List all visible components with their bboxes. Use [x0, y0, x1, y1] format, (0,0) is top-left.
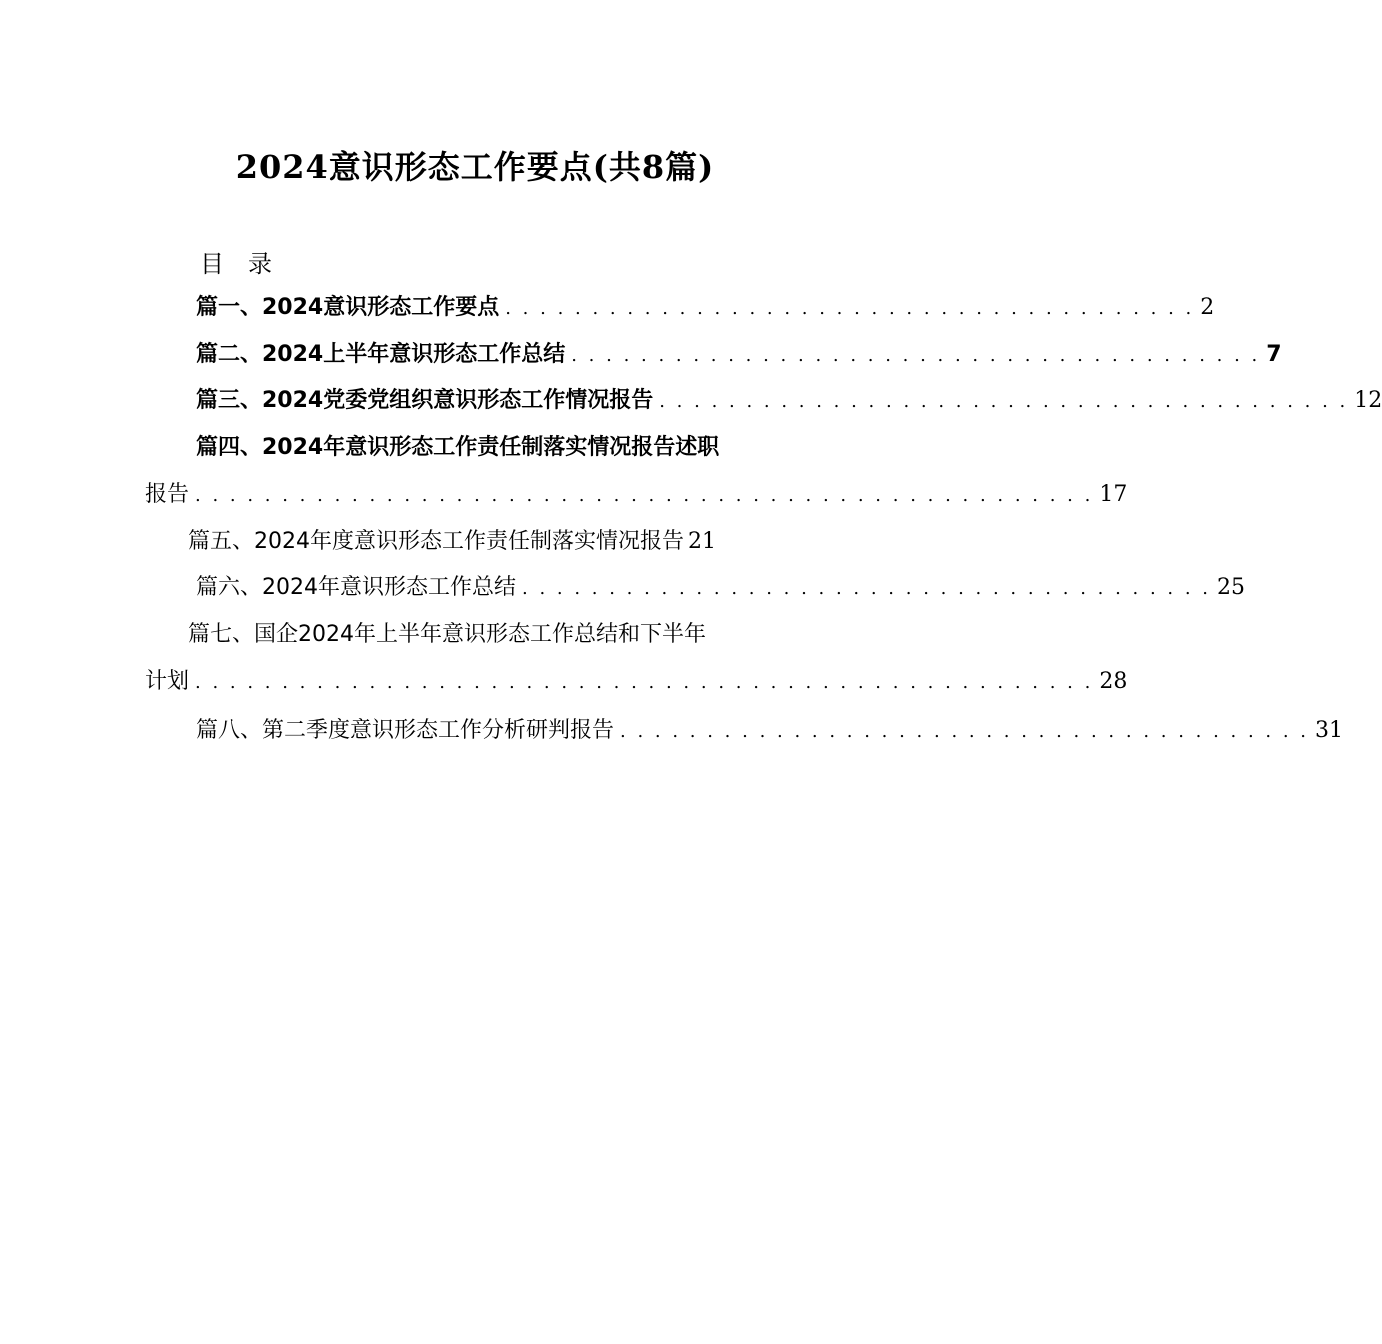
toc-entry-2[interactable] — [196, 340, 1282, 370]
toc-page-number: 31 — [1315, 718, 1344, 743]
toc-entry-5[interactable] — [188, 527, 808, 557]
toc-entry-7[interactable] — [145, 667, 1128, 697]
toc-entry-3[interactable] — [196, 386, 1382, 416]
toc-page-number: 7 — [1266, 342, 1282, 367]
toc-page-number: 28 — [1099, 669, 1128, 694]
dot-leader: . . . . . . . . . . . . . . . . . . . . . . . . . . . . . . . . . . . . . . . . . . . . . . . . . . . . — [195, 672, 1094, 693]
toc-heading: 目 录 — [200, 250, 272, 278]
dot-leader: . . . . . . . . . . . . . . . . . . . . . . . . . . . . . . . . . . . . . . . . — [659, 391, 1349, 412]
toc-entry-label: 篇三、2024党委党组织意识形态工作情况报告 — [196, 388, 654, 413]
toc-entry-4[interactable] — [145, 480, 1128, 510]
toc-entry-1[interactable] — [196, 293, 1215, 323]
toc-entry-label: 报告 — [145, 482, 190, 507]
document-title: 2024意识形态工作要点(共8篇) — [235, 148, 715, 186]
toc-entry-label: 篇五、2024年度意识形态工作责任制落实情况报告 — [188, 529, 684, 554]
toc-entry-4-line1[interactable]: 篇四、2024年意识形态工作责任制落实情况报告述职 — [196, 435, 720, 460]
toc-entry-7-line1[interactable]: 篇七、国企2024年上半年意识形态工作总结和下半年 — [188, 622, 706, 647]
dot-leader: . . . . . . . . . . . . . . . . . . . . . . . . . . . . . . . . . . . . . . . . . . . . . . . . . . . . — [195, 485, 1094, 506]
toc-entry-8[interactable] — [196, 716, 1344, 746]
toc-page-number: 2 — [1200, 295, 1215, 320]
toc-page-number: 25 — [1217, 575, 1246, 600]
dot-leader: . . . . . . . . . . . . . . . . . . . . . . . . . . . . . . . . . . . . . . . . — [522, 578, 1212, 599]
toc-entry-label: 篇六、2024年意识形态工作总结 — [196, 575, 516, 600]
toc-entry-label: 篇八、第二季度意识形态工作分析研判报告 — [196, 718, 615, 743]
toc-page-number: 12 — [1354, 388, 1382, 413]
toc-entry-6[interactable] — [196, 573, 1246, 603]
toc-entry-label: 篇二、2024上半年意识形态工作总结 — [196, 342, 566, 367]
dot-leader: . . . . . . . . . . . . . . . . . . . . . . . . . . . . . . . . . . . . . . . . — [505, 298, 1195, 319]
toc-entry-label: 篇一、2024意识形态工作要点 — [196, 295, 500, 320]
dot-leader: . . . . . . . . . . . . . . . . . . . . . . . . . . . . . . . . . . . . . . . . — [620, 721, 1310, 742]
toc-page-number: 21 — [688, 529, 716, 554]
toc-entry-label: 计划 — [145, 669, 190, 694]
toc-page-number: 17 — [1099, 482, 1128, 507]
dot-leader: . . . . . . . . . . . . . . . . . . . . . . . . . . . . . . . . . . . . . . . . — [571, 345, 1261, 366]
